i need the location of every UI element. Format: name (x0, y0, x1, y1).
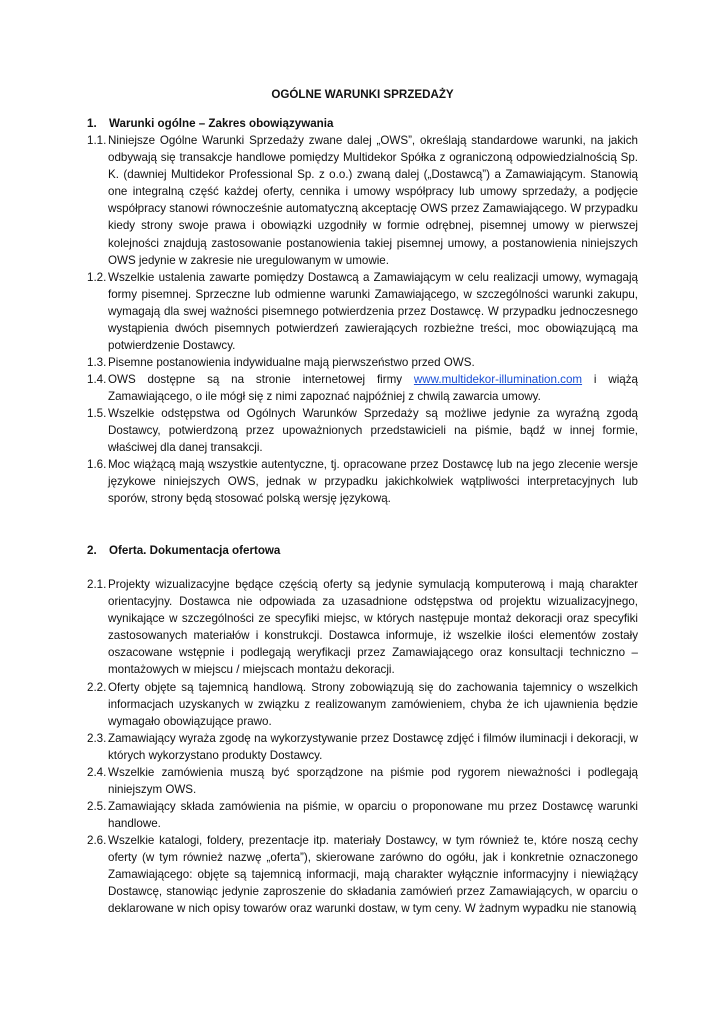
clause-number: 2.3. (87, 732, 107, 745)
clause-text: Wszelkie odstępstwa od Ogólnych Warunków Sprzedaży są możliwe jedynie za wyraźną zgodą Dostawcy, potwierdzoną przez upoważnionych przedstawicieli na piśmie, bądź w innej formie, właściwej dla danej transakcji. (108, 407, 638, 455)
clause-1-3 (87, 354, 638, 371)
clause-number: 2.6. (87, 834, 107, 847)
clause-number: 1.3. (87, 356, 107, 369)
clause-number: 2.2. (87, 681, 107, 694)
clause-2-6 (87, 832, 638, 917)
clause-1-6 (87, 456, 638, 507)
document-title: OGÓLNE WARUNKI SPRZEDAŻY (271, 88, 454, 101)
clause-number: 1.4. (87, 373, 107, 386)
clause-text-after-link: i wiążą Zamawiającego, o ile mógł się z nimi zapoznać najpóźniej z chwilą zawarcia umowy. (108, 373, 638, 404)
clause-text: Niniejsze Ogólne Warunki Sprzedaży zwane dalej „OWS”, określają standardowe warunki, na jakich odbywają się transakcje handlowe pomiędzy Multidekor Spółka z ograniczoną odpowiedzialnością Sp. K. (dawniej Multidekor Professional Sp. z o.o.) zwaną dalej („Dostawcą”) a Zamawiającym. Stanowią one integralną część każdej oferty, cennika i umowy współpracy lub umowy sprzedaży, a podjęcie współpracy stanowi równocześnie automatyczną akceptację OWS przez Zamawiającego. W przypadku kiedy strony swoje prawa i obowiązki uzgodniły w formie odrębnej, pisemnej umowy w pierwszej kolejności znajdują zastosowanie postanowienia takiej pisemnej umowy, a postanowienia niniejszych OWS jedynie w zakresie nie uregulowanym w umowie. (108, 134, 638, 267)
clause-text: Wszelkie ustalenia zawarte pomiędzy Dostawcą a Zamawiającym w celu realizacji umowy, wymagają formy pisemnej. Sprzeczne lub odmienne warunki Zamawiającego, w szczególności warunki zakupu, wymagają dla swej ważności pisemnego potwierdzenia przez Dostawcę. W przypadku jednoczesnego wystąpienia dwóch pisemnych potwierdzeń zawierających rozbieżne treści, moc obowiązującą ma potwierdzenie Dostawcy. (108, 271, 638, 353)
clause-number: 2.1. (87, 578, 107, 591)
clause-text: Oferty objęte są tajemnicą handlową. Strony zobowiązują się do zachowania tajemnicy o wszelkich informacjach uzyskanych w związku z realizowanym zamówieniem, chyba że ich ujawnienia będzie wymagało obowiązujące prawo. (108, 681, 638, 729)
clause-text: Zamawiający wyraża zgodę na wykorzystywanie przez Dostawcę zdjęć i filmów iluminacji i dekoracji, w których wykorzystano produkty Dostawcy. (108, 732, 638, 763)
clause-1-1 (87, 132, 638, 269)
clause-2-2 (87, 679, 638, 730)
clause-number: 1.2. (87, 271, 107, 284)
clause-number: 1.5. (87, 407, 107, 420)
clause-2-3 (87, 730, 638, 764)
clause-1-2 (87, 269, 638, 354)
section-number: 1. (87, 117, 97, 130)
clause-text: Zamawiający składa zamówienia na piśmie, w oparciu o proponowane mu przez Dostawcę warunki handlowe. (108, 800, 638, 831)
website-link[interactable]: www.multidekor-illumination.com (413, 373, 583, 386)
section-heading-1 (87, 115, 333, 132)
clause-2-5 (87, 798, 638, 832)
clause-text (108, 371, 638, 405)
clause-1-5 (87, 405, 638, 456)
section-heading-2 (87, 542, 280, 559)
clause-text: Moc wiążącą mają wszystkie autentyczne, tj. opracowane przez Dostawcę lub na jego zlecenie wersje językowe niniejszych OWS, jednak w przypadku jakichkolwiek wątpliwości interpretacyjnych lub sporów, strony będą stosować polską wersję językową. (108, 458, 638, 506)
clause-2-4 (87, 764, 638, 798)
section-title: Oferta. Dokumentacja ofertowa (109, 544, 281, 557)
clause-number: 1.6. (87, 458, 107, 471)
clause-number: 2.4. (87, 766, 107, 779)
clause-text: Wszelkie zamówienia muszą być sporządzone na piśmie pod rygorem nieważności i podlegają niniejszym OWS. (108, 766, 638, 797)
clause-text: Projekty wizualizacyjne będące częścią oferty są jedynie symulacją komputerową i mają charakter orientacyjny. Dostawca nie odpowiada za uzasadnione odstępstwa od projektu wizualizacyjnego, wynikające w szczególności ze specyfiki miejsc, w których następuje montaż dekoracji oraz specyfiki zastosowanych materiałów i konstrukcji. Dostawca informuje, iż wszelkie ilości elementów zostały oszacowane wstępnie i podlegają weryfikacji przez Zamawiającego oraz konsultacji techniczno – montażowych w miejscu / miejscach montażu dekoracji. (108, 578, 638, 677)
clause-text-before-link: OWS dostępne są na stronie internetowej firmy (108, 373, 414, 386)
clause-2-1 (87, 576, 638, 679)
clause-text: Pisemne postanowienia indywidualne mają pierwszeństwo przed OWS. (108, 356, 475, 369)
section-title: Warunki ogólne – Zakres obowiązywania (109, 117, 334, 130)
clause-number: 2.5. (87, 800, 107, 813)
clause-number: 1.1. (87, 134, 107, 147)
section-number: 2. (87, 544, 97, 557)
clause-text: Wszelkie katalogi, foldery, prezentacje itp. materiały Dostawcy, w tym również te, które noszą cechy oferty (w tym również nazwę „oferta”), skierowane zarówno do ogółu, jak i konkretnie oznaczonego Zamawiającego: objęte są tajemnicą informacji, mają charakter wyłącznie informacyjny i niewiążący Dostawcę, stanowiąc jedynie zaproszenie do składania zamówień przez Zamawiających, w oparciu o deklarowane w nich opisy towarów oraz warunki dostaw, w tym ceny. W żadnym wypadku nie stanowią (108, 834, 638, 916)
clause-1-4 (87, 371, 638, 405)
